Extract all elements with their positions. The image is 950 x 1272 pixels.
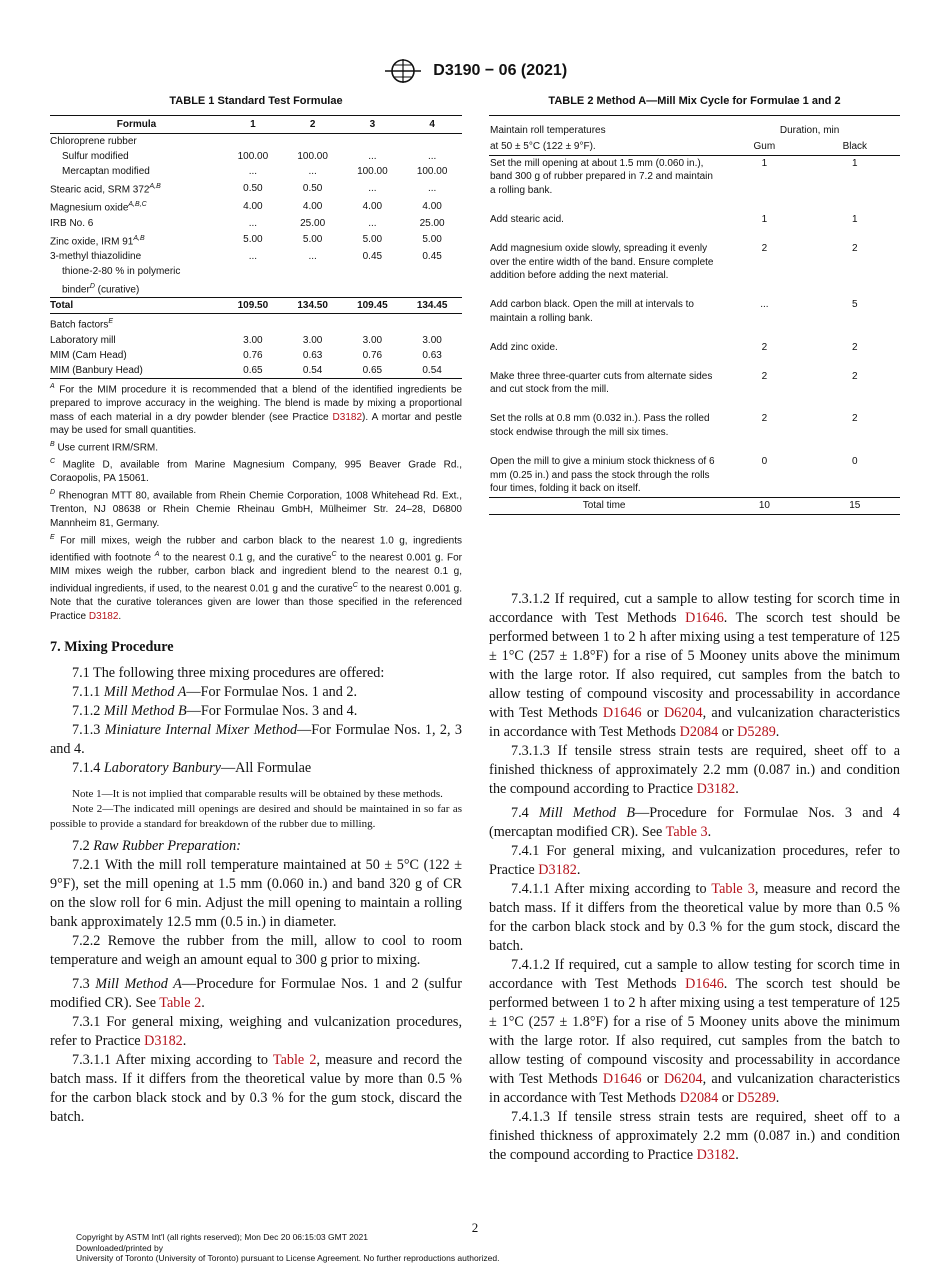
cell: 0.45 (362, 250, 383, 262)
cell: ... (308, 250, 317, 262)
table-2-link[interactable]: Table 2 (159, 995, 202, 1011)
cell: 5.00 (422, 234, 442, 246)
table-row (50, 314, 462, 333)
cell: 0.50 (302, 182, 323, 194)
paragraph: 7.3 Mill Method A—Procedure for Formulae Nos. 1 and 2 (sulfur modified CR). See Table 2. (50, 976, 462, 1011)
table-row: Add stearic acid. 1 1 (490, 213, 858, 225)
cell: 100.00 (237, 151, 269, 162)
cell: ... (368, 217, 377, 229)
table-1-col-header: 3 (343, 116, 403, 134)
table-row (50, 249, 462, 264)
paragraph: 7.1.2 Mill Method B—For Formulae Nos. 3 and 4. (72, 703, 358, 719)
table-row (50, 264, 462, 279)
cell: ... (427, 151, 437, 162)
table-total-row: Total time 10 15 (489, 498, 900, 515)
table-row: Add carbon black. Open the mill at intervals to maintain a rolling bank. ... 5 (490, 299, 858, 324)
note-1: Note 1—It is not implied that comparable results will be obtained by these methods. (72, 788, 443, 800)
cell: 5.00 (362, 234, 383, 246)
table-1 (50, 95, 462, 624)
table-2-link[interactable]: Table 2 (272, 1052, 317, 1068)
table-1-title: TABLE 1 Standard Test Formulae (169, 95, 343, 107)
d5289-link[interactable]: D5289 (737, 1090, 776, 1106)
cell: 25.00 (419, 217, 445, 229)
d1646-link[interactable]: D1646 (685, 976, 724, 992)
table-1-col-header: 1 (223, 116, 283, 134)
cell: 4.00 (243, 200, 263, 212)
row-label: Mercaptan modified (62, 166, 150, 177)
paragraph: 7.1.4 Laboratory Banbury—All Formulae (72, 760, 312, 776)
table-row (50, 179, 462, 197)
table-row (50, 149, 462, 164)
paragraph: 7.1 The following three mixing procedures are offered: (72, 665, 385, 681)
table-1-footnotes (50, 380, 462, 624)
right-column (489, 590, 900, 1165)
paragraph: 7.3.1.3 If tensile stress strain tests are required, sheet off to a finished thickness of approximately 2.2 mm (0.087 in.) and condition the compound according to Practice D3182. (489, 743, 900, 797)
row-label: Chloroprene rubber (50, 136, 137, 147)
section-heading: 7. Mixing Procedure (50, 639, 174, 655)
d3182-link[interactable]: D3182 (332, 411, 363, 423)
d3182-link[interactable]: D3182 (696, 781, 736, 797)
footnote-b: $^B$ Use current IRM/SRM. (50, 441, 159, 454)
table-3-link[interactable]: Table 3 (665, 824, 708, 840)
table-row (50, 134, 462, 150)
table-row: Open the mill to give a minium stock thickness of 6 mm (0.25 in.) and pass the stock through the rolls four times, folding it back on itself. 0 0 (490, 455, 858, 495)
paragraph: 7.1.3 Miniature Internal Mixer Method—For Formulae Nos. 1, 2, 3 and 4. (50, 722, 463, 757)
paragraph: 7.2.2 Remove the rubber from the mill, allow to cool to room temperature and weigh an amount equal to 300 g prior to mixing. (50, 933, 462, 968)
paragraph: 7.4.1.3 If tensile stress strain tests are required, sheet off to a finished thickness of approximately 2.2 mm (0.087 in.) and condition the compound according to Practice D3182. (489, 1109, 900, 1163)
d1646-link[interactable]: D1646 (602, 705, 642, 721)
paragraph: 7.2 Raw Rubber Preparation: (72, 838, 241, 854)
table-row: MIM (Banbury Head) 0.65 0.54 0.65 0.54 (50, 363, 462, 379)
row-label: IRB No. 6 (50, 217, 94, 229)
row-label: Zinc oxide, IRM $91^{A,B}$ (50, 234, 145, 247)
table-row (50, 216, 462, 231)
paragraph: 7.4 Mill Method B—Procedure for Formulae Nos. 3 and 4 (mercaptan modified CR). See Table 3. (489, 805, 900, 840)
paragraph: 7.3.1 For general mixing, weighing and vulcanization procedures, refer to Practice D3182. (50, 1014, 462, 1049)
row-label: Stearic acid, SRM $372^{A,B}$ (50, 183, 161, 196)
table-row: Add zinc oxide. 2 2 (490, 341, 858, 353)
table-row: Set the rolls at 0.8 mm (0.032 in.). Pass the rolled stock endwise through the mill six times. 2 2 (490, 413, 858, 438)
row-label: MIM (Banbury Head) (50, 363, 223, 379)
document-designation: D3190 − 06 (2021) (433, 62, 568, 79)
table-2-title: TABLE 2 Method A—Mill Mix Cycle for Formulae 1 and 2 (548, 95, 841, 107)
table-2-header-row: Maintain roll temperatures Duration, min (489, 116, 900, 139)
d3182-link[interactable]: D3182 (144, 1033, 183, 1049)
d3182-link[interactable]: D3182 (88, 610, 119, 622)
row-label: Batch factors$^E$ (50, 318, 114, 331)
d5289-link[interactable]: D5289 (737, 724, 776, 740)
cell: 25.00 (300, 217, 326, 229)
cell: ... (248, 166, 258, 177)
table-1-col-header: Formula (50, 116, 223, 134)
table-row (50, 164, 462, 179)
astm-logo-icon (383, 58, 423, 84)
table-row: Add magnesium oxide slowly, spreading it evenly over the entire width of the band. Ensure complete addition before adding the next material. 2 2 (490, 242, 858, 282)
cell: ... (248, 217, 258, 229)
cell: 4.00 (302, 200, 323, 212)
page-header (0, 58, 950, 84)
cell: 5.00 (302, 234, 323, 246)
table-1-grid (50, 115, 462, 379)
paragraph: 7.4.1.2 If required, cut a sample to allow testing for scorch time in accordance with Test Methods D1646. The scorch test should be performed between 1 to 2 h after mixing using a test temperature of 125 ± 1°C (257 ± 1.8°F) for a rise of 5 Mooney units above the minimum with the large rotor. If also required, cut samples from the batch to allow testing of compound viscosity and processability in accordance with Test Methods D1646 or D6204, and vulcanization characteristics in accordance with Test Methods D2084 or D5289. (489, 957, 901, 1106)
table-row (50, 197, 462, 215)
left-column (50, 638, 462, 1127)
table-row (50, 279, 462, 298)
paragraph: 7.3.1.1 After mixing according to Table 2, measure and record the batch mass. If it differs from the theoretical value by more than 0.5 % for the carbon black stock and by 0.3 % for the gum stock, discard the batch. (50, 1052, 462, 1125)
cell: 0.45 (422, 250, 442, 262)
cell: 100.00 (357, 166, 388, 177)
table-2-grid (489, 115, 900, 515)
table-row: MIM (Cam Head) 0.76 0.63 0.76 0.63 (50, 349, 442, 361)
table-row: Set the mill opening at about 1.5 mm (0.060 in.), band 300 g of rubber prepared in 7.2 and maintain a rolling bank. 1 1 (490, 157, 858, 197)
row-label: thione-2-80 % in polymeric (62, 265, 181, 277)
row-label: binder$^D$ (curative) (62, 282, 140, 296)
table-3-link[interactable]: Table 3 (711, 881, 755, 897)
cell: 4.00 (362, 200, 383, 212)
cell: ... (427, 182, 437, 194)
d1646-link[interactable]: D1646 (602, 1071, 642, 1087)
cell: ... (368, 182, 377, 194)
paragraph: 7.3.1.2 If required, cut a sample to allow testing for scorch time in accordance with Test Methods D1646. The scorch test should be performed between 1 to 2 h after mixing using a test temperature of 125 ± 1°C (257 ± 1.8°F) for a rise of 5 Mooney units above the minimum with the large rotor. If also required, cut samples from the batch to allow testing of compound viscosity and processability in accordance with Test Methods D1646 or D6204, and vulcanization characteristics in accordance with Test Methods D2084 or D5289. (489, 591, 901, 740)
copyright-notice: Copyright by ASTM Int'l (all rights reserved); Mon Dec 20 06:15:03 GMT 2021 Downloaded/printed by University of Toronto (University of Toronto) pursuant to License Agreement. No further reproductions authorized. (76, 1232, 500, 1263)
page-number: 2 (471, 1220, 479, 1235)
row-label: 3-methyl thiazolidine (50, 250, 142, 262)
d6204-link[interactable]: D6204 (663, 705, 703, 721)
row-label: Laboratory mill (50, 334, 116, 346)
d6204-link[interactable]: D6204 (663, 1071, 703, 1087)
d2084-link[interactable]: D2084 (679, 1090, 719, 1106)
table-row: Laboratory mill 3.00 3.00 3.00 3.00 (50, 334, 442, 346)
cell: ... (368, 151, 377, 162)
cell: 100.00 (416, 166, 448, 177)
row-label: Sulfur modified (62, 151, 129, 162)
table-2 (489, 95, 900, 515)
table-1-col-header: 2 (283, 116, 343, 134)
d1646-link[interactable]: D1646 (685, 610, 724, 626)
footnote-e: $^E$ For mill mixes, weigh the rubber and carbon black to the nearest 1.0 g, ingredients identified with footnote $^A$ to the nearest 0.1 g, and the curative$^C$ to the nearest 0.001 g. For MIM mixes weigh the rubber, carbon black and ingredient blend to the nearest 0.1 g, individual ingredients, if used, to the nearest 0.01 g and the curative$^C$ to the nearest 0.001 g. Note that the curative tolerances given are lower than those specified in the referenced Practice D3182. (50, 533, 463, 622)
table-1-col-header: 4 (402, 116, 462, 134)
cell: 100.00 (297, 151, 328, 162)
row-label: MIM (Cam Head) (50, 349, 127, 361)
table-row: Make three three-quarter cuts from alternate sides and cut stock from the mill. 2 2 (490, 370, 858, 396)
footnote-c: $^C$ Maglite D, available from Marine Magnesium Company, 995 Beaver Grade Rd., Coraopolis, PA 15061. (50, 458, 462, 485)
cell: ... (248, 250, 258, 262)
table-total-row: Total 109.50 134.50 109.45 134.45 (50, 298, 462, 314)
footnote-a: $^A$ For the MIM procedure it is recommended that a blend of the identified ingredients be prepared to improve accuracy in the weighing. The blend is made by mixing a proportional mass of each material in a dry powder blender (see Practice D3182). A mortar and pestle may be used for small quantities. (50, 382, 462, 437)
row-label: Magnesium oxide$^{A,B,C}$ (50, 201, 147, 214)
paragraph: 7.4.1.1 After mixing according to Table 3, measure and record the batch mass. If it differs from the theoretical value by more than 0.5 % for the carbon black stock and by 0.3 % for the gum stock, discard the batch. (489, 881, 900, 954)
paragraph: 7.1.1 Mill Method A—For Formulae Nos. 1 and 2. (72, 684, 358, 700)
table-2-header-row: at 50 ± 5°C (122 ± 9°F). Gum Black (489, 139, 900, 155)
d3182-link[interactable]: D3182 (538, 862, 577, 878)
d2084-link[interactable]: D2084 (679, 724, 719, 740)
cell: 4.00 (422, 200, 442, 212)
cell: 0.50 (243, 182, 263, 194)
cell: ... (308, 166, 317, 177)
paragraph: 7.4.1 For general mixing, and vulcanization procedures, refer to Practice D3182. (489, 843, 900, 878)
note-2: Note 2—The indicated mill openings are desired and should be maintained in so far as possible to provide a standard for breakdown of the rubber due to milling. (50, 803, 462, 830)
cell: 5.00 (243, 234, 263, 246)
table-1-header-row (50, 116, 462, 134)
paragraph: 7.2.1 With the mill roll temperature maintained at 50 ± 5°C (122 ± 9°F), set the mill opening at 1.5 mm (0.060 in.) and band 320 g of CR on the slow roll for 6 min. Adjust the mill opening to maintain a rolling bank approximately 12.5 mm (0.5 in.) in diameter. (50, 857, 462, 930)
d3182-link[interactable]: D3182 (696, 1147, 736, 1163)
footnote-d: $^D$ Rhenogran MTT 80, available from Rhein Chemie Corporation, 1008 Whitehead Rd. Ext., Trenton, NJ 08638 or Rhein Chemie Rheinau GmbH, Mülheimer Str. 24–28, D6800 Mannheim 81, Germany. (50, 489, 462, 530)
table-row (50, 231, 462, 249)
